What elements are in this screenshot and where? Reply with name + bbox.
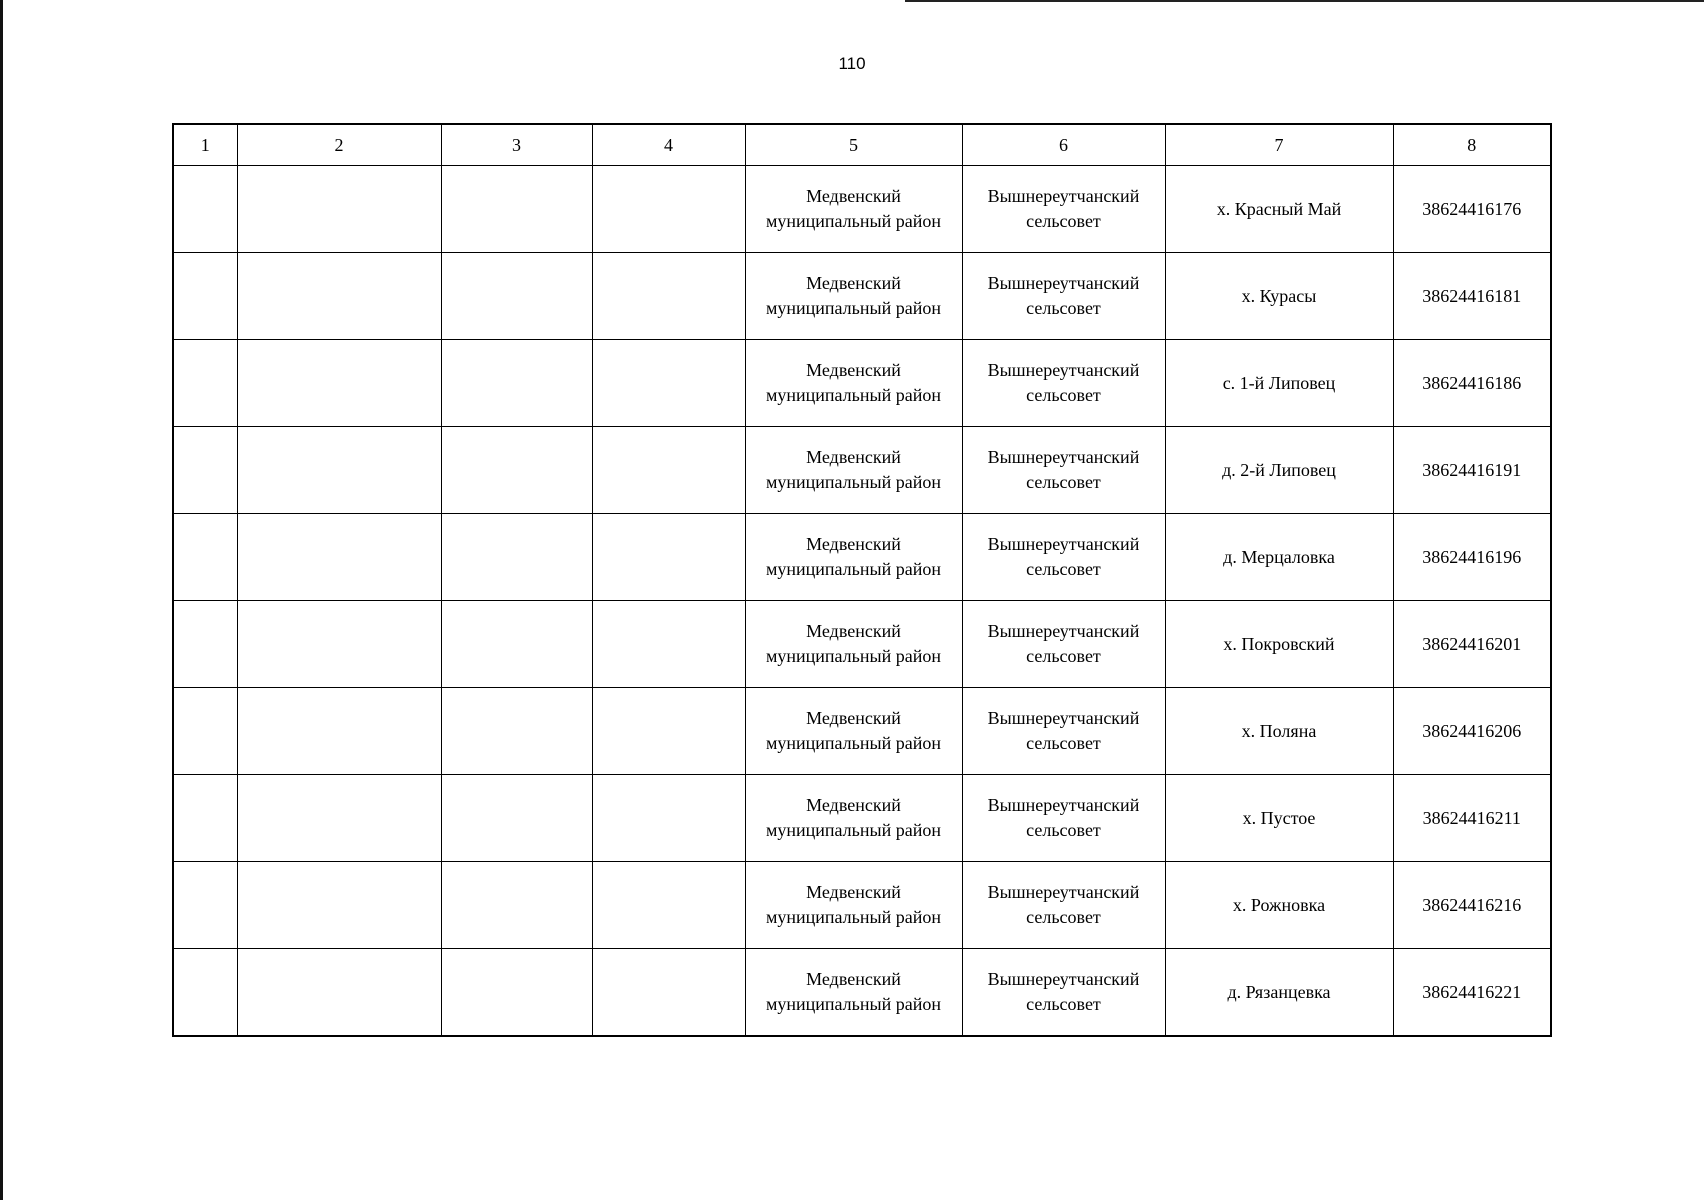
district-line-1: Медвенский [806,447,901,467]
registry-table [172,123,1552,1037]
district-line-2: муниципальный район [765,298,941,318]
empty-cell-col4 [592,340,745,427]
settlement-cell: х. Пустое [1165,775,1393,862]
district-line-1: Медвенский [806,708,901,728]
column-header-6: 6 [962,124,1165,166]
oktmo-code-cell: 38624416181 [1393,253,1551,340]
council-line-2: сельсовет [1026,907,1101,927]
empty-cell-col2 [237,166,441,253]
council-cell [962,601,1165,688]
table-row [173,340,1551,427]
empty-cell-col4 [592,514,745,601]
empty-cell-col2 [237,862,441,949]
table-row [173,862,1551,949]
empty-cell-col2 [237,427,441,514]
empty-cell-col2 [237,601,441,688]
council-cell [962,862,1165,949]
council-line-2: сельсовет [1026,733,1101,753]
settlement-cell: с. 1-й Липовец [1165,340,1393,427]
empty-cell-col1 [173,514,237,601]
district-line-1: Медвенский [806,273,901,293]
district-line-1: Медвенский [806,882,901,902]
empty-cell-col3 [441,253,592,340]
council-cell [962,949,1165,1037]
table-row [173,688,1551,775]
settlement-cell: х. Красный Май [1165,166,1393,253]
district-line-2: муниципальный район [765,907,941,927]
empty-cell-col1 [173,949,237,1037]
settlement-cell: д. 2-й Липовец [1165,427,1393,514]
district-line-2: муниципальный район [765,559,941,579]
oktmo-code-cell: 38624416211 [1393,775,1551,862]
council-line-1: Вышнереутчанский [987,708,1140,728]
council-line-2: сельсовет [1026,820,1101,840]
district-line-1: Медвенский [806,795,901,815]
settlement-cell: д. Рязанцевка [1165,949,1393,1037]
council-line-2: сельсовет [1026,559,1101,579]
settlement-cell: х. Поляна [1165,688,1393,775]
empty-cell-col1 [173,166,237,253]
council-line-2: сельсовет [1026,472,1101,492]
council-line-1: Вышнереутчанский [987,360,1140,380]
table-row [173,775,1551,862]
council-line-1: Вышнереутчанский [987,447,1140,467]
district-cell [745,862,962,949]
table-row [173,427,1551,514]
district-line-1: Медвенский [806,621,901,641]
table-row [173,253,1551,340]
settlement-cell: д. Мерцаловка [1165,514,1393,601]
column-header-2: 2 [237,124,441,166]
empty-cell-col3 [441,166,592,253]
empty-cell-col4 [592,601,745,688]
council-cell [962,427,1165,514]
empty-cell-col1 [173,427,237,514]
district-line-2: муниципальный район [765,211,941,231]
header-row [173,124,1551,166]
district-cell [745,775,962,862]
district-line-1: Медвенский [806,969,901,989]
district-line-1: Медвенский [806,534,901,554]
empty-cell-col2 [237,949,441,1037]
empty-cell-col1 [173,688,237,775]
empty-cell-col2 [237,775,441,862]
council-cell [962,253,1165,340]
district-cell [745,514,962,601]
district-cell [745,427,962,514]
empty-cell-col4 [592,253,745,340]
column-header-4: 4 [592,124,745,166]
column-header-8: 8 [1393,124,1551,166]
oktmo-code-cell: 38624416176 [1393,166,1551,253]
district-line-2: муниципальный район [765,646,941,666]
council-cell [962,166,1165,253]
council-cell [962,514,1165,601]
empty-cell-col3 [441,601,592,688]
empty-cell-col3 [441,340,592,427]
empty-cell-col4 [592,862,745,949]
district-cell [745,949,962,1037]
empty-cell-col3 [441,775,592,862]
empty-cell-col3 [441,514,592,601]
empty-cell-col4 [592,688,745,775]
oktmo-code-cell: 38624416216 [1393,862,1551,949]
table-row [173,601,1551,688]
district-line-2: муниципальный район [765,994,941,1014]
column-header-3: 3 [441,124,592,166]
empty-cell-col2 [237,688,441,775]
council-line-2: сельсовет [1026,646,1101,666]
district-cell [745,253,962,340]
district-line-2: муниципальный район [765,385,941,405]
empty-cell-col1 [173,862,237,949]
empty-cell-col4 [592,427,745,514]
empty-cell-col4 [592,166,745,253]
oktmo-code-cell: 38624416206 [1393,688,1551,775]
district-cell [745,166,962,253]
council-cell [962,340,1165,427]
empty-cell-col1 [173,601,237,688]
settlement-cell: х. Курасы [1165,253,1393,340]
district-line-1: Медвенский [806,186,901,206]
council-line-1: Вышнереутчанский [987,882,1140,902]
empty-cell-col1 [173,775,237,862]
council-line-2: сельсовет [1026,994,1101,1014]
council-line-1: Вышнереутчанский [987,186,1140,206]
council-line-1: Вышнереутчанский [987,969,1140,989]
oktmo-code-cell: 38624416221 [1393,949,1551,1037]
empty-cell-col1 [173,253,237,340]
empty-cell-col2 [237,253,441,340]
district-line-2: муниципальный район [765,733,941,753]
table-row [173,166,1551,253]
council-cell [962,775,1165,862]
column-header-7: 7 [1165,124,1393,166]
district-line-1: Медвенский [806,360,901,380]
council-cell [962,688,1165,775]
scan-left-border [0,0,3,1200]
empty-cell-col2 [237,340,441,427]
table-row [173,514,1551,601]
settlement-cell: х. Покровский [1165,601,1393,688]
oktmo-code-cell: 38624416201 [1393,601,1551,688]
settlement-cell: х. Рожновка [1165,862,1393,949]
empty-cell-col3 [441,862,592,949]
council-line-1: Вышнереутчанский [987,273,1140,293]
scan-top-border [905,0,1704,2]
page-number: 110 [838,54,866,73]
oktmo-code-cell: 38624416186 [1393,340,1551,427]
district-cell [745,601,962,688]
empty-cell-col4 [592,949,745,1037]
council-line-2: сельсовет [1026,385,1101,405]
district-line-2: муниципальный район [765,820,941,840]
council-line-1: Вышнереутчанский [987,534,1140,554]
table-row [173,949,1551,1037]
council-line-1: Вышнереутчанский [987,621,1140,641]
district-cell [745,688,962,775]
empty-cell-col2 [237,514,441,601]
column-header-5: 5 [745,124,962,166]
council-line-2: сельсовет [1026,211,1101,231]
district-line-2: муниципальный район [765,472,941,492]
column-header-1: 1 [173,124,237,166]
empty-cell-col3 [441,427,592,514]
council-line-2: сельсовет [1026,298,1101,318]
empty-cell-col1 [173,340,237,427]
oktmo-code-cell: 38624416191 [1393,427,1551,514]
empty-cell-col3 [441,688,592,775]
empty-cell-col3 [441,949,592,1037]
oktmo-code-cell: 38624416196 [1393,514,1551,601]
empty-cell-col4 [592,775,745,862]
district-cell [745,340,962,427]
council-line-1: Вышнереутчанский [987,795,1140,815]
